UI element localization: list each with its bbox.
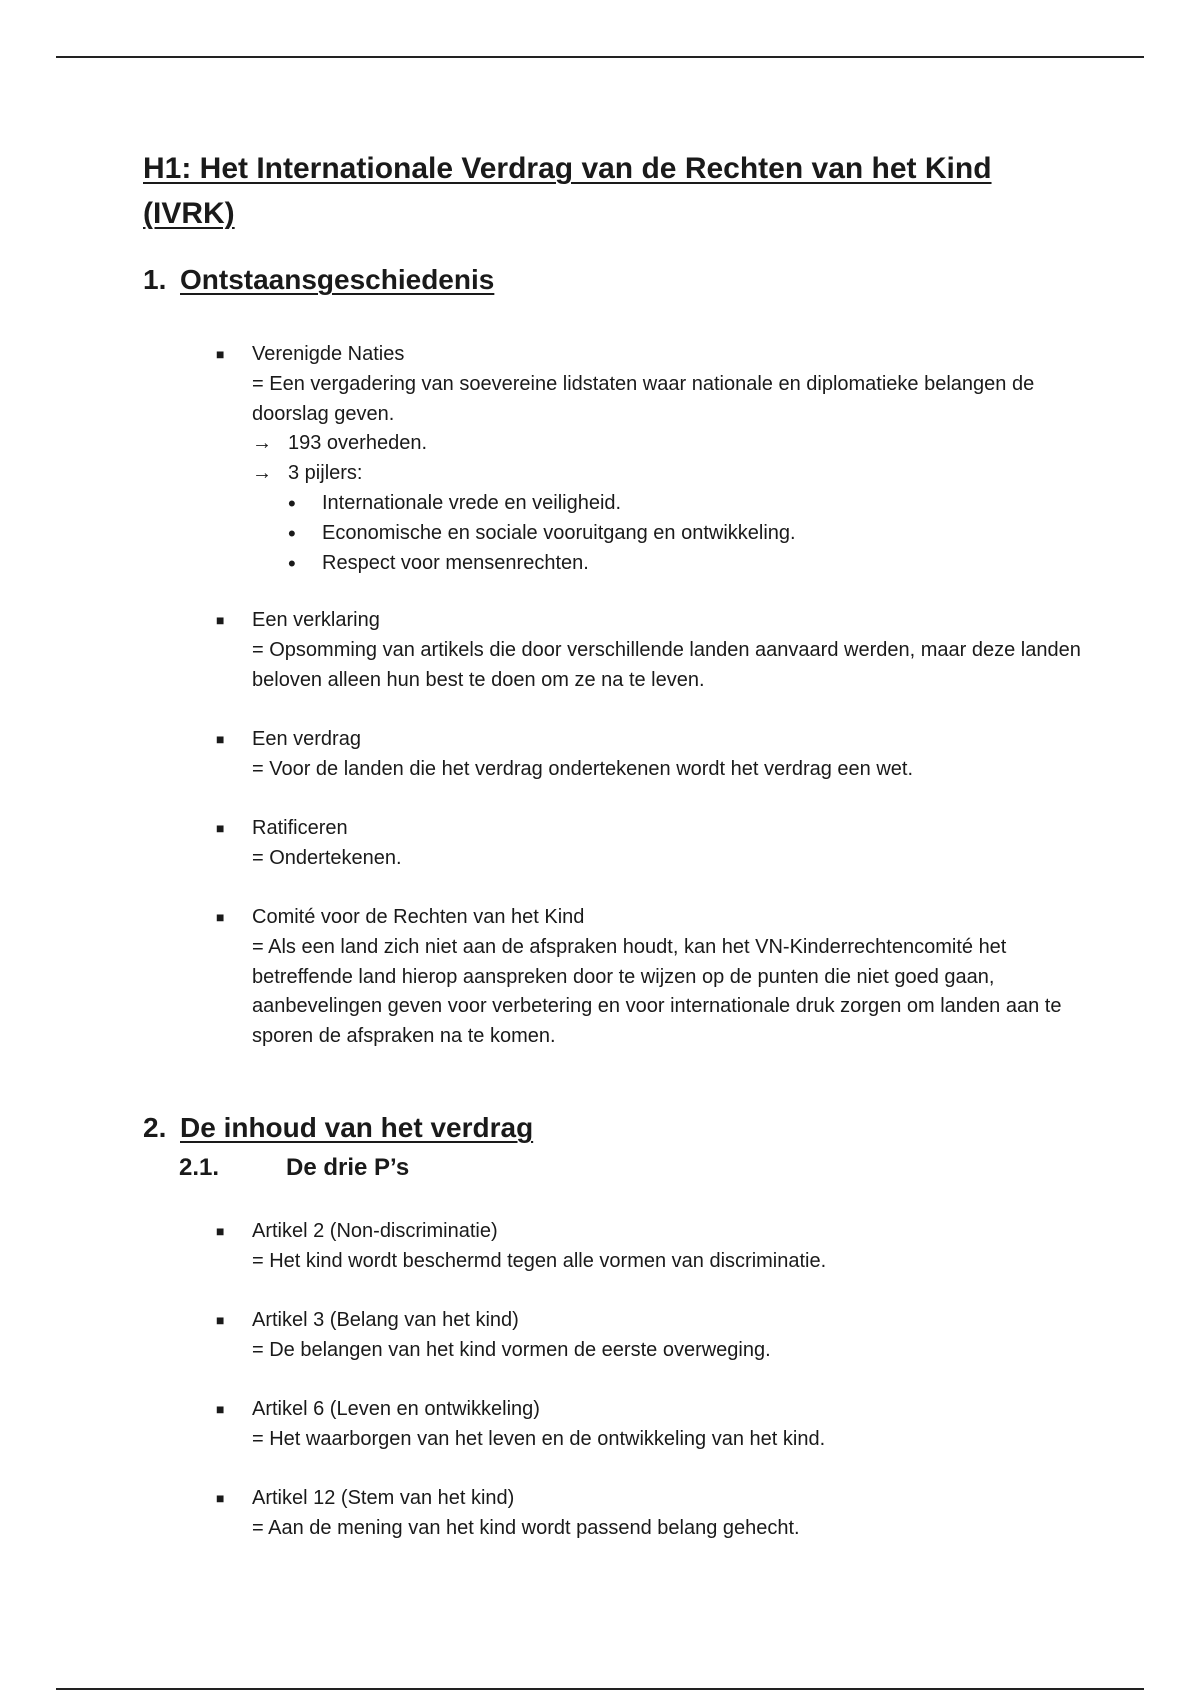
section-2-title: De inhoud van het verdrag: [180, 1112, 534, 1143]
subsection-2-1-title: De drie P’s: [286, 1154, 410, 1181]
section-2-number: 2.: [143, 1112, 167, 1143]
list-item: [213, 1484, 1093, 1544]
item-term: Een verklaring: [252, 609, 380, 631]
item-definition: = Aan de mening van het kind wordt passend belang gehecht.: [252, 1516, 800, 1539]
item-definition: = Een vergadering van soevereine lidstaten waar nationale en diplomatieke belangen de doorslag geven.: [252, 372, 1035, 425]
subsection-2-1-number: 2.1.: [179, 1154, 220, 1181]
square-bullet-icon: ■: [216, 909, 225, 925]
right-arrow-icon: →: [252, 462, 272, 485]
list-item: [213, 725, 1093, 785]
square-bullet-icon: ■: [216, 1223, 225, 1239]
arrow-line: [252, 459, 1093, 489]
section-1-number: 1.: [143, 264, 167, 295]
list-item: [213, 903, 1093, 1052]
sub-bullet-text: Economische en sociale vooruitgang en ontwikkeling.: [322, 521, 796, 544]
arrow-text: 3 pijlers:: [288, 462, 363, 485]
section-2-heading: [143, 1110, 533, 1146]
item-definition: = Als een land zich niet aan de afspraken houdt, kan het VN-Kinderrechtencomité het betreffende land hierop aanspreken door te wijzen op de punten die niet goed gaan, aanbevelingen geven voor verbetering en voor internationale druk zorgen om landen aan te sporen de afspraken na te komen.: [252, 935, 1062, 1048]
square-bullet-icon: ■: [216, 612, 225, 628]
item-definition: = Het kind wordt beschermd tegen alle vormen van discriminatie.: [252, 1249, 827, 1272]
section-1-title: Ontstaansgeschiedenis: [180, 264, 495, 295]
list-item: [213, 340, 1093, 578]
sub-bullet-line: [252, 519, 1093, 549]
list-item: [213, 1395, 1093, 1455]
list-item: [213, 814, 1093, 874]
sub-bullet-text: Internationale vrede en veiligheid.: [322, 491, 622, 514]
round-bullet-icon: •: [288, 550, 296, 576]
section-1-heading: [143, 262, 494, 298]
item-term: Artikel 2 (Non-discriminatie): [252, 1220, 498, 1242]
document-title: H1: Het Internationale Verdrag van de Rechten van het Kind (IVRK): [143, 152, 992, 230]
round-bullet-icon: •: [288, 520, 296, 546]
item-term: Artikel 3 (Belang van het kind): [252, 1309, 519, 1331]
item-definition: = Het waarborgen van het leven en de ontwikkeling van het kind.: [252, 1427, 826, 1450]
square-bullet-icon: ■: [216, 1490, 225, 1506]
footer-rule: [56, 1688, 1144, 1690]
arrow-text: 193 overheden.: [288, 432, 428, 455]
item-term: Artikel 12 (Stem van het kind): [252, 1487, 515, 1509]
right-arrow-icon: →: [252, 432, 272, 455]
sub-bullet-line: [252, 489, 1093, 519]
square-bullet-icon: ■: [216, 1401, 225, 1417]
list-item: [213, 606, 1093, 695]
item-term: Verenigde Naties: [252, 343, 405, 365]
round-bullet-icon: •: [288, 490, 296, 516]
square-bullet-icon: ■: [216, 346, 225, 362]
item-definition: = Voor de landen die het verdrag ondertekenen wordt het verdrag een wet.: [252, 757, 914, 780]
list-item: [213, 1217, 1093, 1277]
list-item: [213, 1306, 1093, 1366]
item-definition: = Ondertekenen.: [252, 846, 402, 869]
item-term: Ratificeren: [252, 817, 348, 839]
square-bullet-icon: ■: [216, 1312, 225, 1328]
subsection-2-1-heading: [179, 1152, 409, 1184]
sub-bullet-text: Respect voor mensenrechten.: [322, 551, 589, 574]
item-definition: = De belangen van het kind vormen de eerste overweging.: [252, 1338, 771, 1361]
arrow-line: [252, 429, 1093, 459]
sub-bullet-line: [252, 549, 1093, 579]
item-definition: = Opsomming van artikels die door verschillende landen aanvaard werden, maar deze landen beloven alleen hun best te doen om ze na te leven.: [252, 638, 1081, 691]
square-bullet-icon: ■: [216, 820, 225, 836]
item-term: Een verdrag: [252, 728, 361, 750]
item-term: Comité voor de Rechten van het Kind: [252, 906, 585, 928]
item-term: Artikel 6 (Leven en ontwikkeling): [252, 1398, 540, 1420]
square-bullet-icon: ■: [216, 731, 225, 747]
header-rule: [56, 56, 1144, 58]
